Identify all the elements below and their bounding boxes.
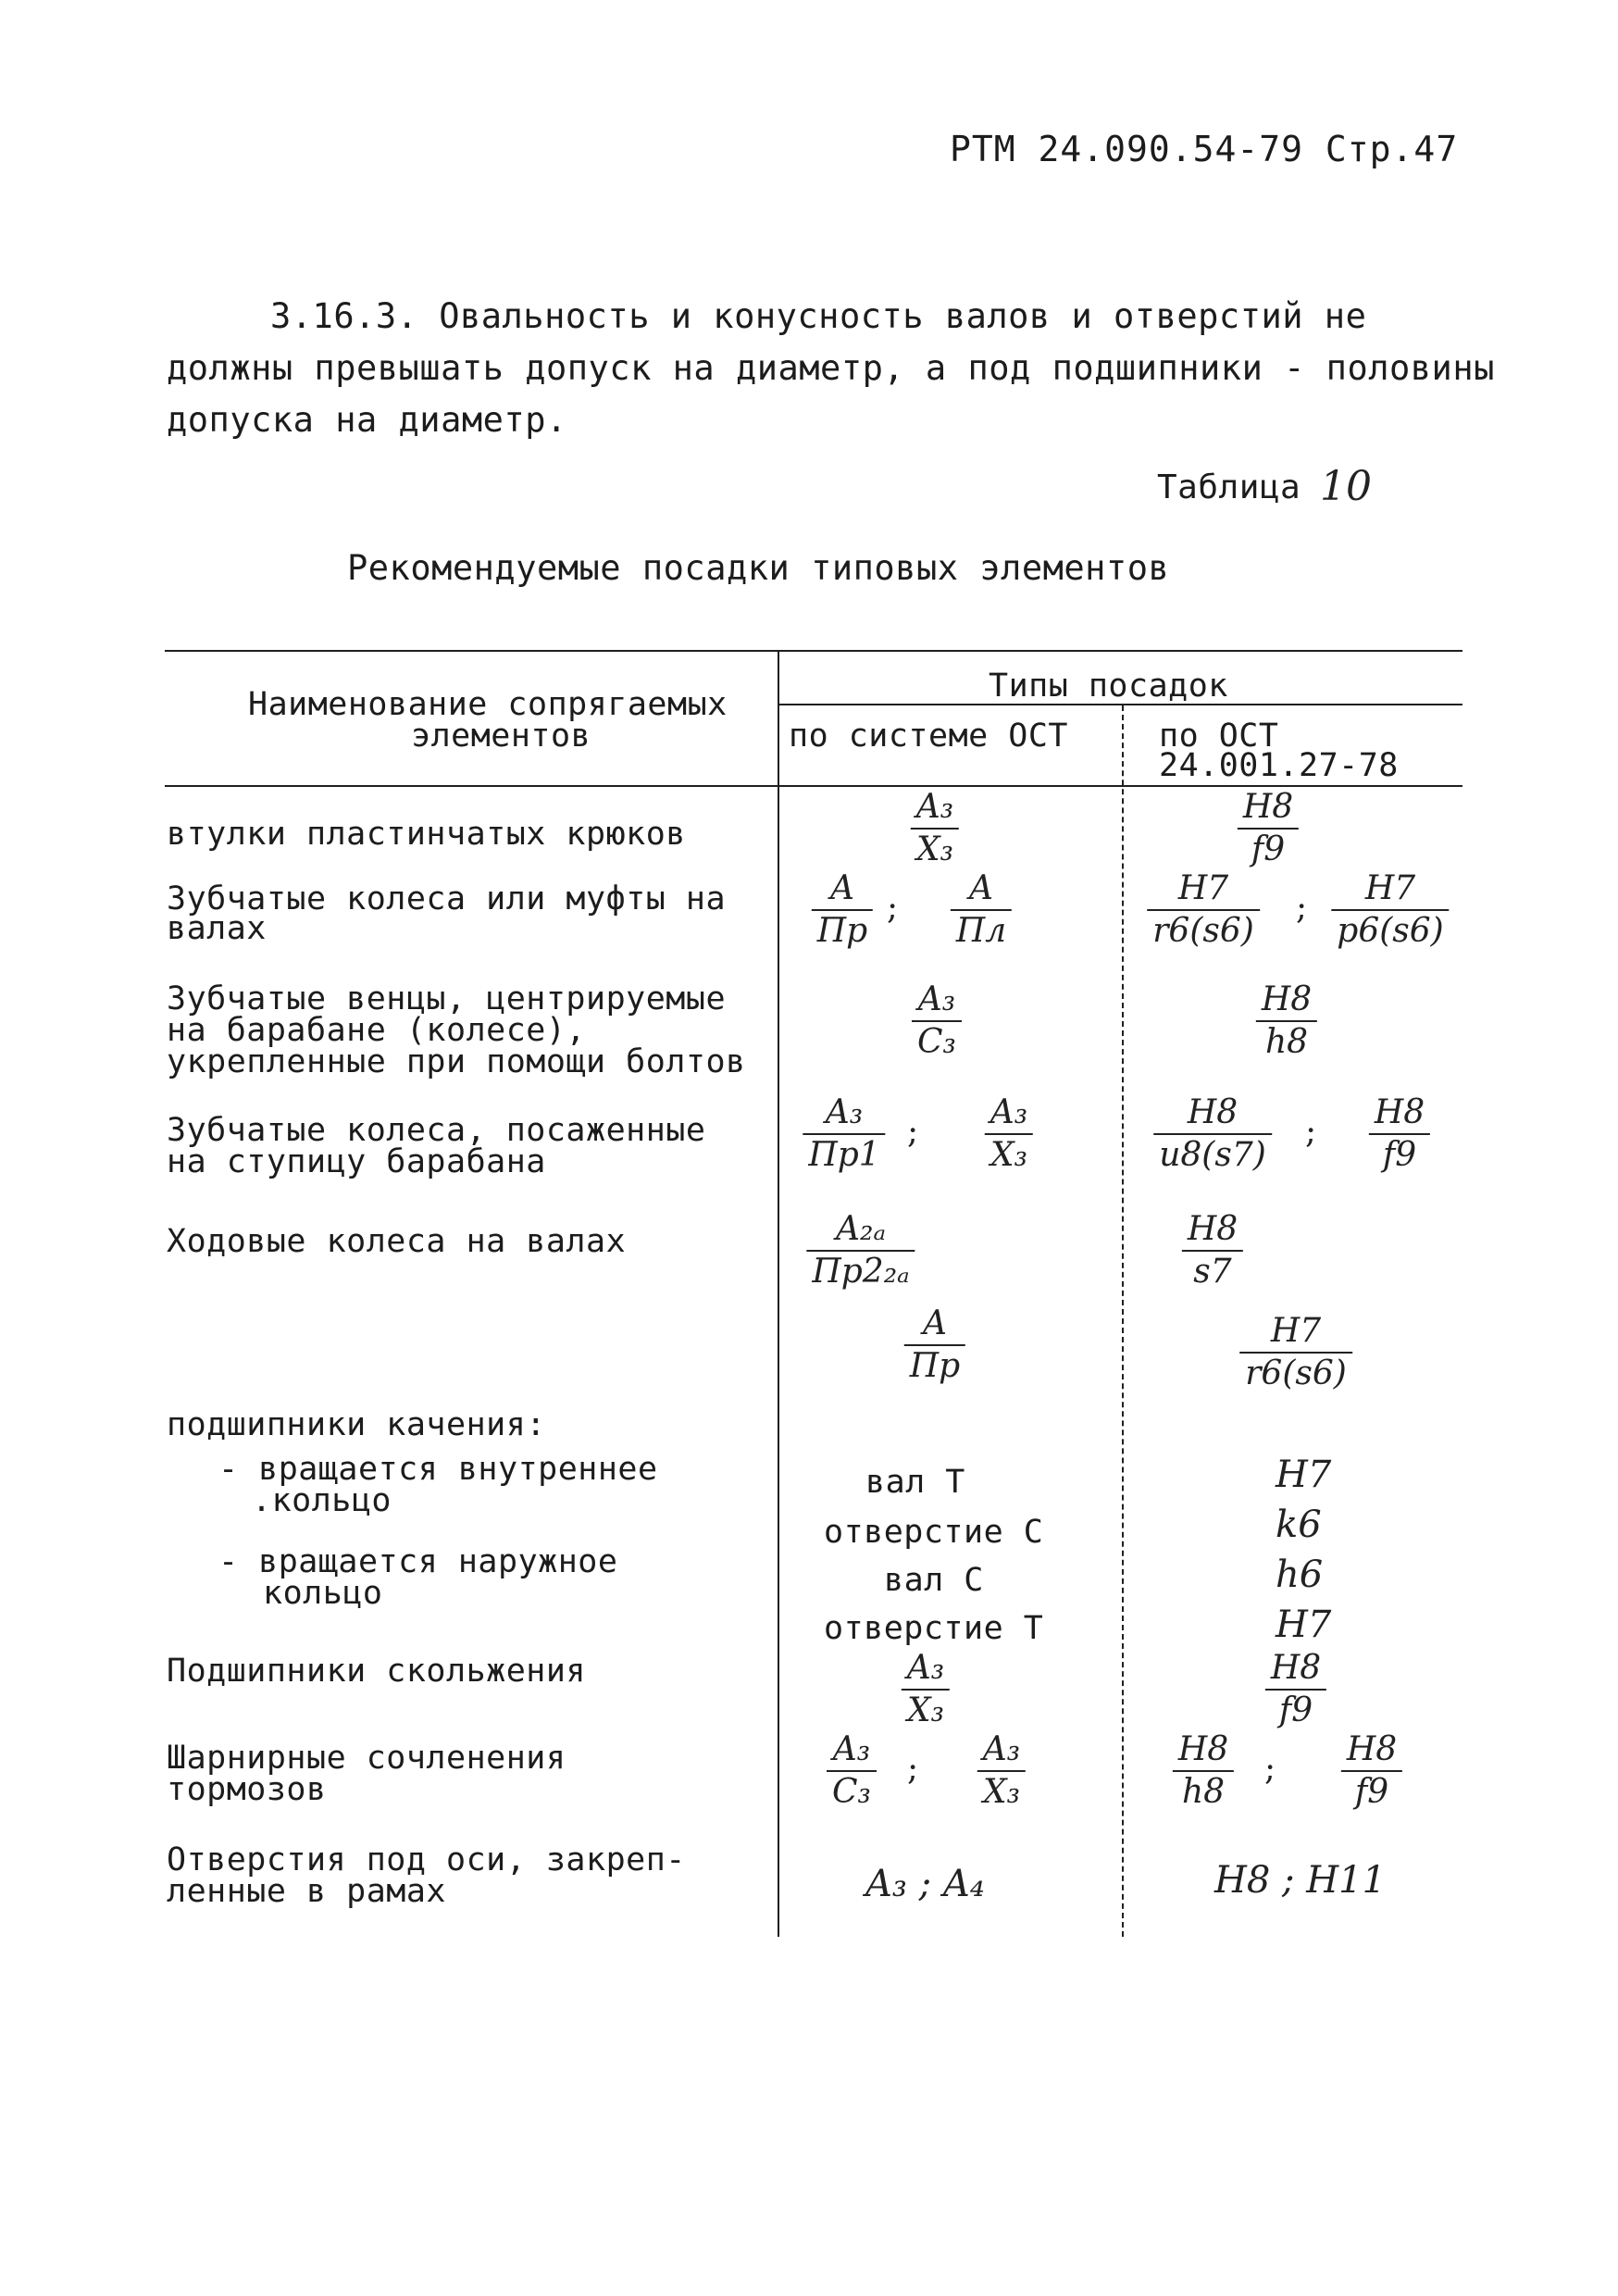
paragraph-line: 3.16.3. Овальность и конусность валов и отверстий не xyxy=(270,296,1367,336)
header-ost-system: по системе ОСТ xyxy=(789,718,1069,755)
fit-fraction: H7 r6(s6) xyxy=(1147,870,1260,950)
separator: ; xyxy=(907,1113,919,1151)
bearing-fit-new: H7 xyxy=(1276,1603,1332,1646)
fit-fraction: H8 s7 xyxy=(1182,1211,1243,1291)
fit-fraction: A Пр xyxy=(812,870,873,950)
row-name: Шарнирные сочленения xyxy=(167,1740,566,1777)
row-name: Зубчатые колеса, посаженные xyxy=(167,1112,706,1149)
fit-fraction: A₃ X₃ xyxy=(902,1650,950,1729)
separator: ; xyxy=(1296,889,1308,927)
fit-value: H8 ; H11 xyxy=(1214,1859,1387,1902)
fit-fraction: A₃ C₃ xyxy=(827,1731,877,1811)
row-name: - вращается наружное xyxy=(218,1543,618,1580)
fit-fraction: A Пл xyxy=(951,870,1012,950)
paragraph-line: допуска на диаметр. xyxy=(167,400,567,440)
row-name: - вращается внутреннее xyxy=(218,1451,658,1488)
fit-fraction: A Пр xyxy=(904,1305,965,1385)
fit-fraction: H8 f9 xyxy=(1238,789,1299,868)
fit-fraction: H8 f9 xyxy=(1341,1731,1402,1811)
row-name: тормозов xyxy=(167,1771,327,1808)
fit-fraction: H8 f9 xyxy=(1265,1650,1326,1729)
row-name: Подшипники скольжения xyxy=(167,1653,587,1690)
bearing-fit-ost: вал T xyxy=(865,1464,965,1501)
document-reference: РТМ 24.090.54-79 Стр.47 xyxy=(950,129,1459,169)
row-name: подшипники качения: xyxy=(167,1406,546,1443)
fit-fraction: H7 r6(s6) xyxy=(1239,1313,1352,1392)
bearing-fit-ost: вал C xyxy=(884,1562,984,1599)
header-name: элементов xyxy=(411,718,591,755)
row-name: укрепленные при помощи болтов xyxy=(167,1043,746,1080)
row-name: на барабане (колесе), xyxy=(167,1012,587,1049)
header-ost-standard: по ОСТ xyxy=(1159,718,1279,755)
bearing-fit-ost: отверстие C xyxy=(824,1514,1044,1551)
fit-fraction: A₃ X₃ xyxy=(977,1731,1026,1811)
table-label: Таблица xyxy=(1157,468,1301,506)
separator: ; xyxy=(907,1750,919,1788)
column-divider xyxy=(1122,705,1124,1937)
row-name: Зубчатые колеса или муфты на xyxy=(167,880,727,917)
fit-value: A₃ ; A₄ xyxy=(865,1863,985,1905)
header-fit-types: Типы посадок xyxy=(989,668,1228,705)
paragraph-line: должны превышать допуск на диаметр, а под подшипники - половины xyxy=(167,348,1495,388)
fit-fraction: A₃ X₃ xyxy=(911,789,959,868)
fit-fraction: A₃ C₃ xyxy=(912,981,962,1061)
bearing-fit-new: h6 xyxy=(1276,1554,1324,1596)
row-name: кольцо xyxy=(263,1575,383,1612)
separator: ; xyxy=(1264,1750,1276,1788)
bearing-fit-ost: отверстие T xyxy=(824,1610,1044,1647)
table-top-rule xyxy=(165,650,1462,652)
bearing-fit-new: H7 xyxy=(1276,1454,1332,1496)
table-number: 10 xyxy=(1320,463,1372,510)
row-name: Зубчатые венцы, центрируемые xyxy=(167,980,727,1017)
row-name: на ступицу барабана xyxy=(167,1143,546,1180)
header-bottom-rule xyxy=(165,785,1462,787)
fit-fraction: H7 p6(s6) xyxy=(1331,870,1449,950)
column-divider xyxy=(778,650,779,1937)
row-name: ленные в рамах xyxy=(167,1873,447,1910)
header-name: Наименование сопрягаемых xyxy=(248,686,728,723)
row-name: .кольцо xyxy=(252,1482,392,1519)
fit-fraction: A₂ₐ Пр2₂ₐ xyxy=(806,1211,915,1291)
row-name: валах xyxy=(167,910,267,947)
bearing-fit-new: k6 xyxy=(1276,1504,1322,1546)
fit-fraction: H8 f9 xyxy=(1369,1094,1430,1174)
header-ost-standard: 24.001.27-78 xyxy=(1159,747,1399,784)
row-name: Отверстия под оси, закреп- xyxy=(167,1841,686,1878)
separator: ; xyxy=(887,889,899,927)
table-title: Рекомендуемые посадки типовых элементов xyxy=(347,548,1170,588)
row-name: Ходовые колеса на валах xyxy=(167,1223,627,1260)
fit-fraction: H8 h8 xyxy=(1256,981,1317,1061)
fit-fraction: H8 u8(s7) xyxy=(1153,1094,1272,1174)
fit-fraction: A₃ Пр1 xyxy=(803,1094,885,1174)
fit-fraction: A₃ X₃ xyxy=(985,1094,1033,1174)
row-name: втулки пластинчатых крюков xyxy=(167,816,686,853)
separator: ; xyxy=(1305,1113,1317,1151)
fit-fraction: H8 h8 xyxy=(1173,1731,1234,1811)
